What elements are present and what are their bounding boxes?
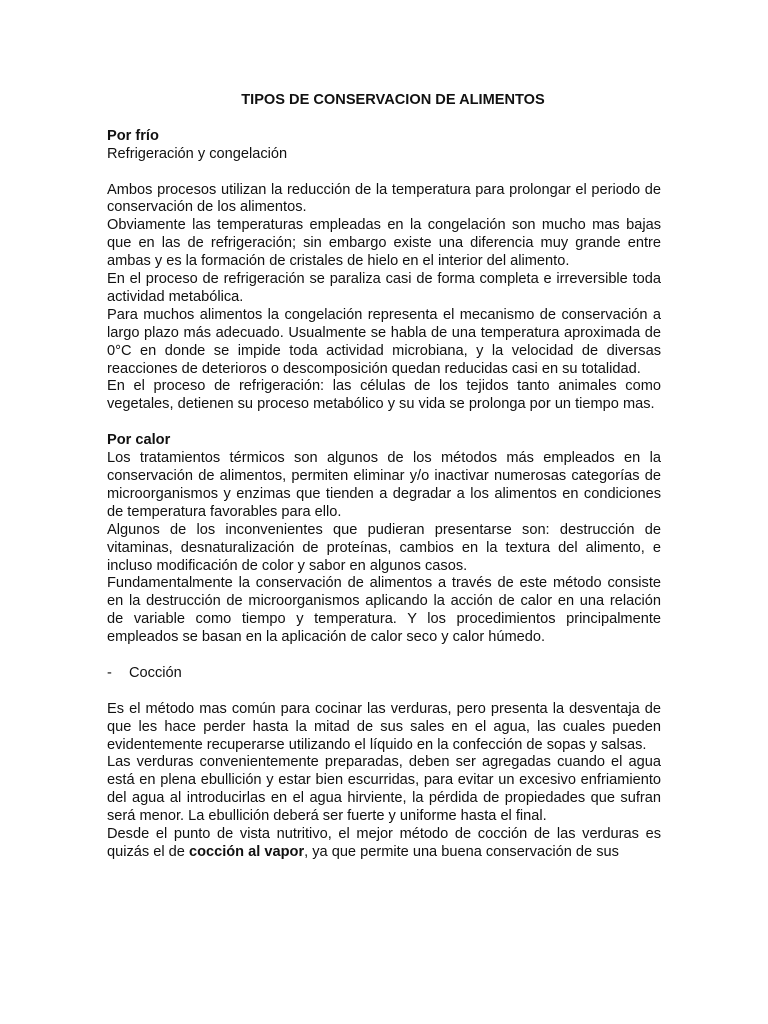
- paragraph-text: , ya que permite una buena conservación de sus: [304, 843, 619, 860]
- paragraph: Ambos procesos utilizan la reducción de la temperatura para prolongar el periodo de conservación de los alimentos.: [107, 181, 661, 216]
- paragraph: Fundamentalmente la conservación de alimentos a través de este método consiste en la destrucción de microorganismos aplicando la acción de calor en una relación de variable como tiempo y temperatura. Y los procedimientos principalmente empleados se basan en la aplicación de calor seco y calor húmedo.: [107, 575, 661, 646]
- paragraph-gap: [107, 683, 661, 701]
- bullet-dash: -: [107, 664, 112, 681]
- section-heading-frio: Por frío: [107, 127, 159, 144]
- paragraph: Es el método mas común para cocinar las verduras, pero presenta la desventaja de que les hace perder hasta la mitad de sus sales en el agua, las cuales pueden evidentemente recuperarse utilizando el líquido en la confección de sopas y salsas.: [107, 700, 661, 753]
- bullet-item-coccion: [107, 665, 661, 683]
- paragraph: Las verduras convenientemente preparadas, deben ser agregadas cuando el agua está en plena ebullición y estar bien escurridas, para evitar un excesivo enfriamiento del agua al introducirlas en el agua hirviente, la pérdida de propiedades que sufran será menor. La ebullición deberá ser fuerte y uniforme hasta el final.: [107, 754, 661, 825]
- paragraph-gap: [107, 414, 661, 432]
- bullet-label: Cocción: [129, 664, 182, 681]
- paragraph: En el proceso de refrigeración: las células de los tejidos tanto animales como vegetales, detienen su proceso metabólico y su vida se prolonga por un tiempo mas.: [107, 378, 661, 413]
- section-subtitle-frio: Refrigeración y congelación: [107, 145, 288, 162]
- paragraph-gap: [107, 647, 661, 665]
- paragraph-text: Desde el punto de vista nutritivo, el mejor método de cocción de las verduras es quizás el de: [107, 826, 661, 860]
- paragraph: Algunos de los inconvenientes que pudieran presentarse son: destrucción de vitaminas, desnaturalización de proteínas, cambios en la textura del alimento, e incluso modificación de color y sabor en algunos casos.: [107, 521, 661, 574]
- paragraph: Obviamente las temperaturas empleadas en la congelación son mucho mas bajas que en las de refrigeración; sin embargo existe una diferencia muy grande entre ambas y es la formación de cristales de hielo en el interior del alimento.: [107, 217, 661, 270]
- paragraph: En el proceso de refrigeración se paraliza casi de forma completa e irreversible toda actividad metabólica.: [107, 271, 661, 305]
- paragraph: Para muchos alimentos la congelación representa el mecanismo de conservación a largo plazo más adecuado. Usualmente se habla de una temperatura aproximada de 0°C en donde se impide toda actividad microbiana, y la velocidad de diversas reacciones de deterioros o descomposición quedan reducidas casi en su totalidad.: [107, 306, 661, 377]
- paragraph-last: [107, 826, 661, 862]
- bold-term: cocción al vapor: [188, 843, 305, 860]
- document-title: TIPOS DE CONSERVACION DE ALIMENTOS: [241, 92, 545, 108]
- paragraph-gap: [107, 164, 661, 182]
- paragraph: Los tratamientos térmicos son algunos de los métodos más empleados en la conservación de alimentos, permiten eliminar y/o inactivar numerosas categorías de microorganismos y enzimas que tienden a degradar a los alimentos en condiciones de temperatura favorables para ello.: [107, 450, 661, 520]
- section-heading-calor: Por calor: [107, 432, 171, 449]
